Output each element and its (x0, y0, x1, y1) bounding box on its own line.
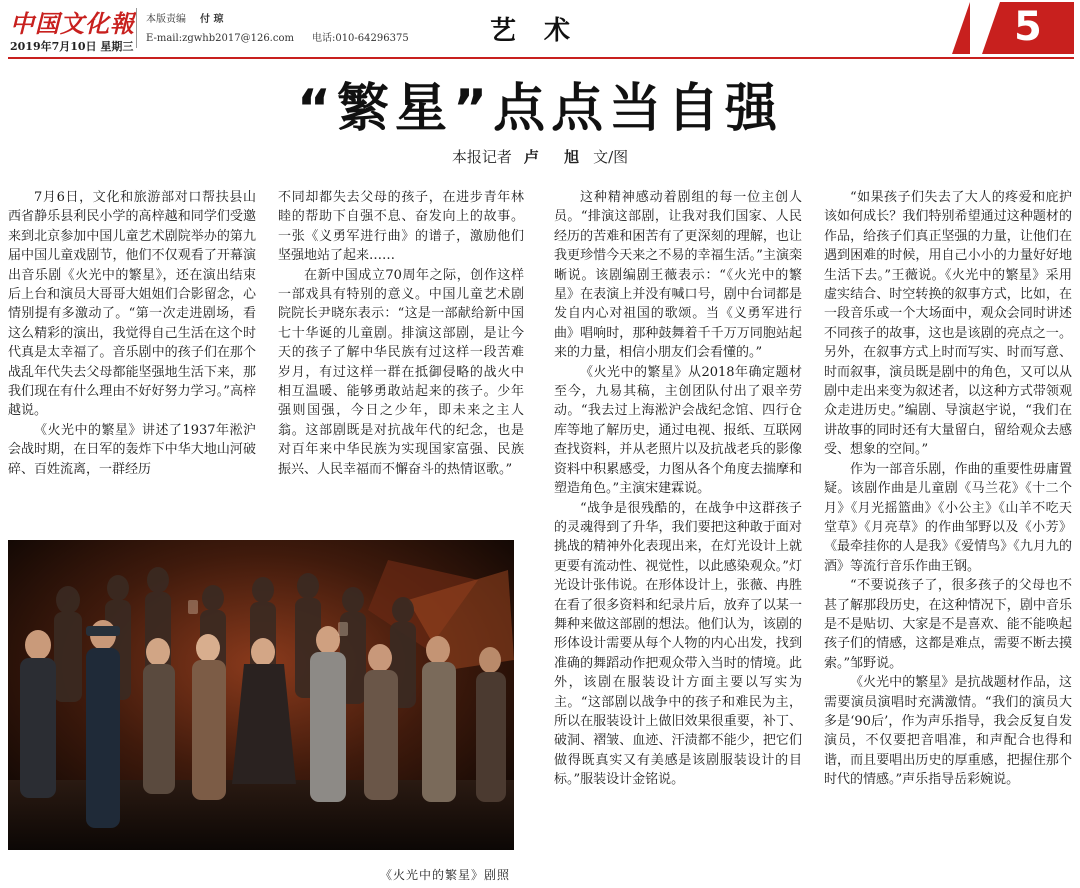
headline: “繁星”点点当自强 (296, 79, 784, 139)
stage-photo-illustration (8, 540, 514, 850)
paragraph: “如果孩子们失去了大人的疼爱和庇护该如何成长？我们特别希望通过这种题材的作品，给孩子们真正坚强的力量，让他们在遇到困难的时候，用自己小小的力量好好地生活下去。”王薇说。《火光中的繁星》采用虚实结合、时空转换的叙事方式，比如，在一段音乐或一个大场面中，观众会同时讲述不同孩子的故事，这也是该剧的亮点之一。另外，在叙事方式上时而写实、时而写意、时而叙事，演员既是剧中的角色，又可以从剧中走出来变为叙述者，以这种方式带领观众走进历史。”编剧、导演赵宇说，“我们在讲故事的同时还有大量留白，留给观众去感受、想象的空间。” (824, 190, 1072, 458)
paragraph: 作为一部音乐剧，作曲的重要性毋庸置疑。该剧作曲是儿童剧《马兰花》《十二个月》《月光摇篮曲》《小公主》《山羊不吃天堂草》《月亮草》的作曲邹野以及《小芳》《最牵挂你的人是我》《爱情鸟》《九月九的酒》等流行音乐作曲王钢。 (824, 461, 1072, 574)
article-column-4 (824, 188, 1072, 790)
byline-author: 卢 旭 (523, 148, 590, 166)
paragraph: 《火光中的繁星》从2018年确定题材至今，九易其稿，主创团队付出了艰辛劳动。“我去过上海淞沪会战纪念馆、四行仓库等地了解历史，通过电视、报纸、互联网查找资料，并从老照片以及抗战老兵的影像资料中积累感受，力图从各个角度去揣摩和塑造角色。”主演宋建霖说。 (554, 364, 802, 497)
page-number-box (952, 2, 1074, 54)
masthead (0, 0, 1080, 60)
masthead-divider (136, 8, 137, 48)
paragraph: 在新中国成立70周年之际，创作这样一部戏具有特别的意义。中国儿童艺术剧院院长尹晓东表示：“这是一部献给新中国七十华诞的儿童剧。排演这部剧，是让今天的孩子了解中华民族有过这样一段苦难岁月，有过这样一群在抵御侵略的战火中相互温暖、能够勇敢站起来的孩子。少年强则国强，今日之少年，即未来之主人翁。这部剧既是对抗战年代的纪念，也是对百年来中华民族为实现国家富强、民族振兴、人民幸福而不懈奋斗的热情讴歌。” (278, 267, 524, 477)
issue-date: 2019年7月10日 星期三 (10, 40, 134, 53)
article-column-3 (554, 188, 802, 790)
paragraph: 《火光中的繁星》讲述了1937年淞沪会战时期，在日军的轰炸下中华大地山河破碎、百姓流离，一群经历 (8, 422, 256, 477)
editor-name: 付 琼 (200, 14, 224, 25)
editor-phone: 电话:010-64296375 (311, 33, 409, 44)
paragraph: “不要说孩子了，很多孩子的父母也不甚了解那段历史，在这种情况下，剧中音乐是不是贴切、大家是不是喜欢、能不能唤起孩子们的情感，这都是难点，需要不断去摸索。”邹野说。 (824, 578, 1072, 671)
article-column-2 (278, 188, 524, 479)
editor-email: E-mail:zgwhb2017@126.com (146, 33, 294, 44)
masthead-rule (8, 57, 1074, 59)
newspaper-logo: 中国文化報 (10, 9, 135, 38)
page-number-stripe (952, 2, 970, 54)
byline-suffix: 文/图 (593, 148, 629, 166)
byline (0, 146, 1080, 167)
photo-caption: 《火光中的繁星》剧照 (380, 868, 511, 882)
paragraph: 这种精神感动着剧组的每一位主创人员。“排演这部剧，让我对我们国家、人民经历的苦难和困苦有了更深刻的理解，也让我更珍惜今天来之不易的幸福生活。”主演栾晰说。该剧编剧王薇表示：“《火光中的繁星》在表演上并没有喊口号，剧中台词都是发自内心对祖国的歌颂。当《义勇军进行曲》唱响时，那种鼓舞着千千万万同胞站起来的力量，相信小朋友们会看懂的。” (554, 190, 802, 361)
editor-info (146, 10, 409, 48)
page-number: 5 (1014, 4, 1042, 50)
stage-photo (8, 540, 514, 850)
paragraph: “战争是很残酷的，在战争中这群孩子的灵魂得到了升华，我们要把这种敢于面对挑战的精神外化表现出来，在灯光设计上就更要有流动性、视觉性，以此感染观众。”灯光设计张伟说。在形体设计上，张薇、冉胜在看了很多资料和纪录片后，放弃了以某一舞种来做这部剧的想法。他们认为，该剧的形体设计需要从每个人物的内心出发，找到准确的舞蹈动作把观众带入当时的情境。此外，该剧在服装设计方面主要以写实为主。“这部剧以战争中的孩子和难民为主，所以在服装设计上做旧效果很重要，补丁、破洞、褶皱、血迹、汗渍都不能少，把它们做得既真实又有美感是该剧服装设计的目标。”服装设计金铭说。 (554, 500, 802, 788)
article-column-1 (8, 188, 256, 479)
paragraph: 7月6日，文化和旅游部对口帮扶县山西省静乐县利民小学的高梓越和同学们受邀来到北京参加中国儿童艺术剧院举办的第九届中国儿童戏剧节，他们不仅观看了开幕演出音乐剧《火光中的繁星》，还在演出结束后上台和演员大哥哥大姐姐们合影留念，心情别提有多激动了。“第一次走进剧场，看这么精彩的演出，我觉得自己生活在这个时代真是太幸福了。音乐剧中的孩子们在那个战乱年代失去父母都能坚强地生活下来，那我们现在有什么理由不好好努力学习。”高梓越说。 (8, 190, 256, 419)
paragraph: 《火光中的繁星》是抗战题材作品，这需要演员演唱时充满激情。“我们的演员大多是‘90后’，作为声乐指导，我会反复自发演员，不仅要把音唱准，和声配合也得和谐，而且要唱出历史的厚重感，把握住那个时代的情感。”声乐指导岳彩婉说。 (824, 675, 1072, 788)
paragraph-continued: 不同却都失去父母的孩子，在进步青年林睦的帮助下自强不息、奋发向上的故事。一张《义勇军进行曲》的谱子，激励他们坚强地站了起来…… (278, 190, 524, 264)
section-title: 艺术 (490, 16, 599, 46)
editor-label: 本版责编 (146, 14, 186, 25)
byline-prefix: 本报记者 (451, 148, 512, 166)
